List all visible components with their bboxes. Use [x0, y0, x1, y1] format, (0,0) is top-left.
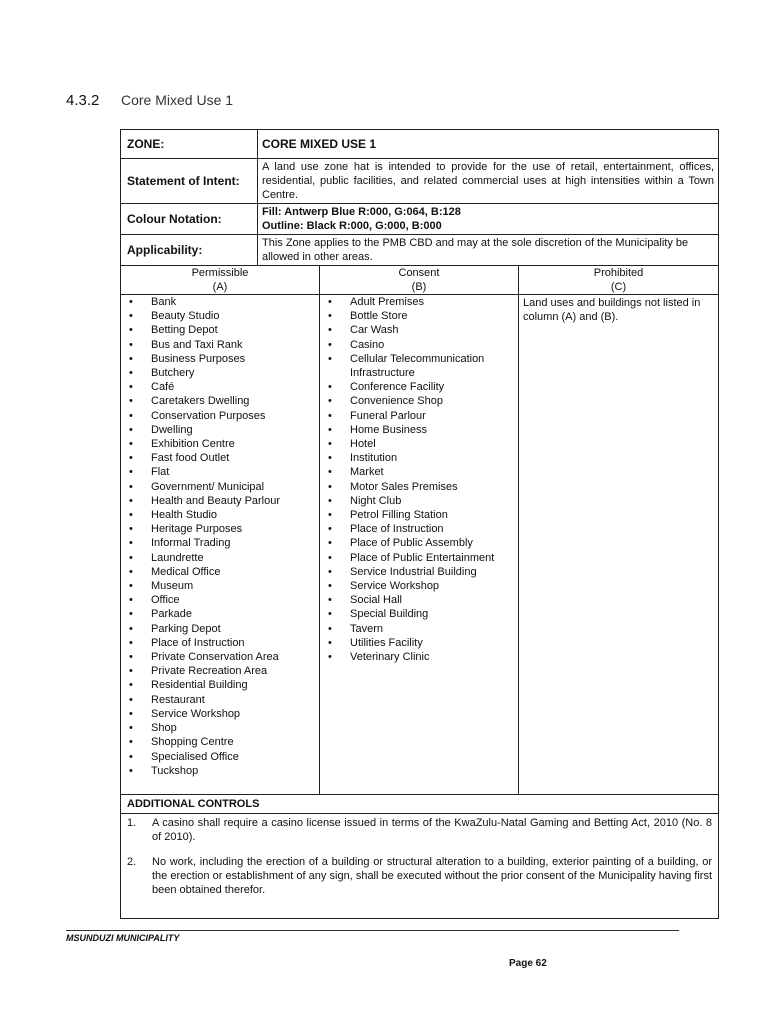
consent-item: • Bottle Store	[324, 309, 514, 323]
additional-controls-label: ADDITIONAL CONTROLS	[121, 795, 719, 814]
permissible-item: • Dwelling	[125, 423, 315, 437]
consent-cell	[320, 295, 519, 795]
permissible-item: • Beauty Studio	[125, 309, 315, 323]
column-header-row	[121, 266, 719, 295]
zoning-table	[120, 129, 719, 919]
permissible-item: • Medical Office	[125, 565, 315, 579]
consent-item: • Cellular Telecommunication Infrastructure	[324, 352, 514, 380]
consent-item: • Service Workshop	[324, 579, 514, 593]
consent-item: • Conference Facility	[324, 380, 514, 394]
consent-item: • Utilities Facility	[324, 636, 514, 650]
consent-item: • Place of Instruction	[324, 522, 514, 536]
prohibited-cell	[519, 295, 719, 795]
control-text: A casino shall require a casino license issued in terms of the KwaZulu-Natal Gaming and Betting Act, 2010 (No. 8 of 2010).	[152, 817, 713, 843]
permissible-item: • Specialised Office	[125, 750, 315, 764]
consent-item: • Hotel	[324, 437, 514, 451]
permissible-item: • Betting Depot	[125, 323, 315, 337]
consent-list	[324, 295, 514, 664]
column-header-consent	[320, 266, 519, 295]
applicability-row	[121, 235, 719, 266]
applicability-value: This Zone applies to the PMB CBD and may at the sole discretion of the Municipality be allowed in other areas.	[258, 235, 719, 266]
colour-label: Colour Notation:	[121, 204, 258, 235]
permissible-item: • Business Purposes	[125, 352, 315, 366]
permissible-item: • Flat	[125, 465, 315, 479]
permissible-item: • Place of Instruction	[125, 636, 315, 650]
permissible-item: • Shop	[125, 721, 315, 735]
consent-item: • Service Industrial Building	[324, 565, 514, 579]
prohibited-title: Prohibited	[593, 267, 644, 279]
permissible-item: • Restaurant	[125, 693, 315, 707]
section-title: Core Mixed Use 1	[121, 92, 234, 108]
permissible-item: • Exhibition Centre	[125, 437, 315, 451]
permissible-item: • Bank	[125, 295, 315, 309]
footer-divider	[66, 930, 679, 931]
additional-controls-cell	[121, 814, 719, 919]
permissible-item: • Shopping Centre	[125, 735, 315, 749]
colour-value	[258, 204, 719, 235]
permissible-item: • Private Recreation Area	[125, 664, 315, 678]
permissible-item: • Health and Beauty Parlour	[125, 494, 315, 508]
permissible-item: • Private Conservation Area	[125, 650, 315, 664]
permissible-item: • Laundrette	[125, 551, 315, 565]
consent-item: • Veterinary Clinic	[324, 650, 514, 664]
column-header-prohibited	[519, 266, 719, 295]
permissible-item: • Service Workshop	[125, 707, 315, 721]
permissible-item: • Butchery	[125, 366, 315, 380]
prohibited-text: Land uses and buildings not listed in column (A) and (B).	[523, 297, 701, 323]
intent-row	[121, 159, 719, 204]
permissible-item: • Conservation Purposes	[125, 409, 315, 423]
page-number: Page 62	[509, 958, 547, 969]
footer-organisation: MSUNDUZI MUNICIPALITY	[66, 933, 180, 943]
permissible-item: • Informal Trading	[125, 536, 315, 550]
permissible-item: • Office	[125, 593, 315, 607]
intent-label: Statement of Intent:	[121, 159, 258, 204]
consent-item: • Market	[324, 465, 514, 479]
additional-control-item	[127, 855, 712, 897]
additional-controls-row	[121, 814, 719, 919]
permissible-item: • Café	[125, 380, 315, 394]
consent-item: • Motor Sales Premises	[324, 480, 514, 494]
consent-item: • Place of Public Assembly	[324, 536, 514, 550]
additional-control-item	[127, 816, 712, 844]
colour-fill: Fill: Antwerp Blue R:000, G:064, B:128	[262, 206, 461, 218]
consent-code: (B)	[411, 281, 427, 293]
column-header-permissible	[121, 266, 320, 295]
additional-controls-header-row	[121, 795, 719, 814]
consent-item: • Social Hall	[324, 593, 514, 607]
zone-value: CORE MIXED USE 1	[258, 130, 719, 159]
control-text: No work, including the erection of a building or structural alteration to a building, exterior painting of a building, or the erection or establishment of any sign, shall be executed without the prior consent of the Municipality having first been obtained therefor.	[152, 856, 713, 896]
permissible-item: • Government/ Municipal	[125, 480, 315, 494]
uses-row	[121, 295, 719, 795]
consent-item: • Convenience Shop	[324, 394, 514, 408]
consent-item: • Night Club	[324, 494, 514, 508]
permissible-item: • Caretakers Dwelling	[125, 394, 315, 408]
permissible-code: (A)	[212, 281, 228, 293]
zone-row	[121, 130, 719, 159]
consent-item: • Institution	[324, 451, 514, 465]
consent-item: • Funeral Parlour	[324, 409, 514, 423]
consent-item: • Tavern	[324, 622, 514, 636]
permissible-item: • Bus and Taxi Rank	[125, 338, 315, 352]
consent-item: • Special Building	[324, 607, 514, 621]
permissible-item: • Fast food Outlet	[125, 451, 315, 465]
permissible-item: • Heritage Purposes	[125, 522, 315, 536]
consent-item: • Petrol Filling Station	[324, 508, 514, 522]
section-heading	[66, 92, 233, 109]
permissible-cell	[121, 295, 320, 795]
zone-label: ZONE:	[121, 130, 258, 159]
permissible-title: Permissible	[191, 267, 249, 279]
permissible-item: • Parking Depot	[125, 622, 315, 636]
permissible-item: • Parkade	[125, 607, 315, 621]
control-number: 2.	[127, 856, 137, 868]
consent-item: • Place of Public Entertainment	[324, 551, 514, 565]
colour-row	[121, 204, 719, 235]
intent-value: A land use zone hat is intended to provide for the use of retail, entertainment, offices, residential, public facilities, and related commercial uses at high intensities within a Town Centre.	[258, 159, 719, 204]
applicability-label: Applicability:	[121, 235, 258, 266]
permissible-list	[125, 295, 315, 778]
consent-item: • Home Business	[324, 423, 514, 437]
consent-item: • Casino	[324, 338, 514, 352]
section-number: 4.3.2	[66, 92, 100, 109]
permissible-item: • Museum	[125, 579, 315, 593]
permissible-item: • Residential Building	[125, 678, 315, 692]
permissible-item: • Tuckshop	[125, 764, 315, 778]
control-number: 1.	[127, 817, 137, 829]
colour-outline: Outline: Black R:000, G:000, B:000	[262, 220, 442, 232]
consent-title: Consent	[398, 267, 440, 279]
consent-item: • Adult Premises	[324, 295, 514, 309]
permissible-item: • Health Studio	[125, 508, 315, 522]
prohibited-code: (C)	[610, 281, 627, 293]
consent-item: • Car Wash	[324, 323, 514, 337]
additional-controls-list	[127, 816, 712, 897]
